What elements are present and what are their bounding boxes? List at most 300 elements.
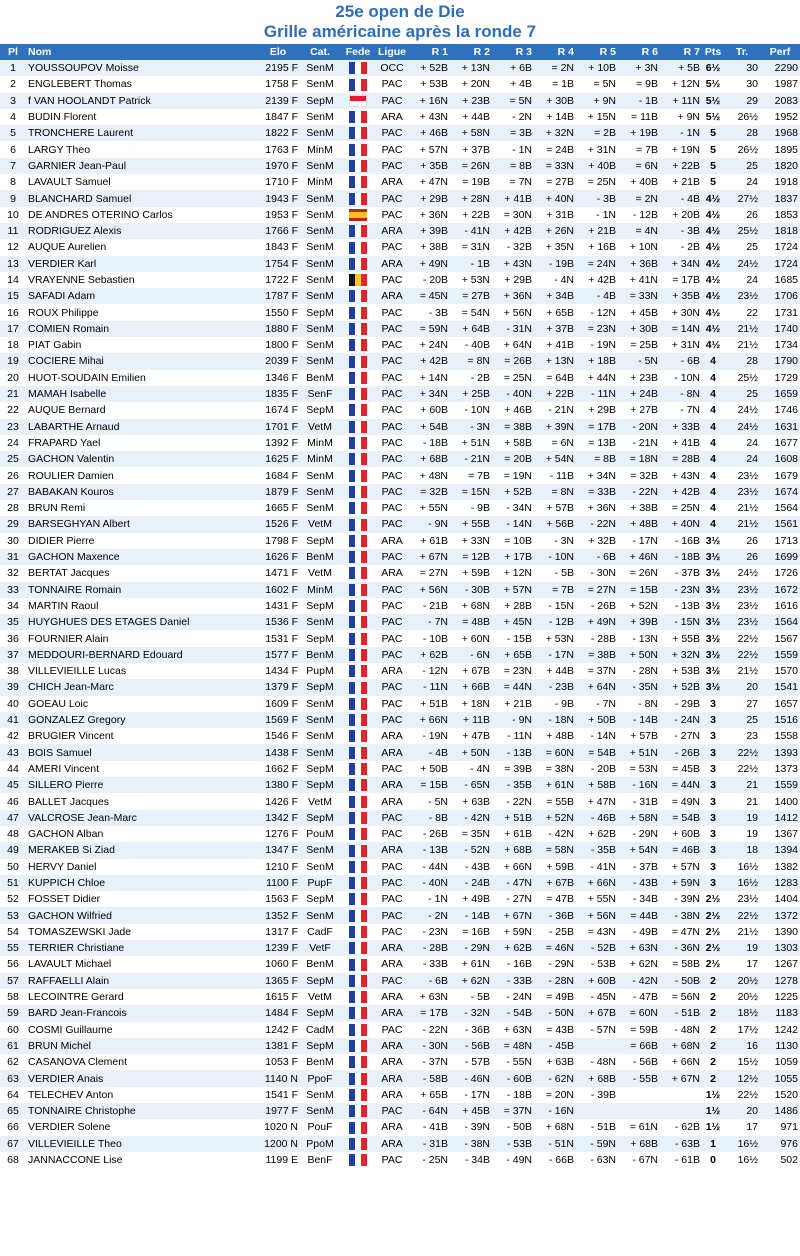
table-row [0,565,800,581]
cell-ligue: ARA [376,989,408,1005]
cell-r2: + 13N [450,60,492,76]
cell-pts: 2½ [702,891,724,907]
cell-cat: SenM [300,190,340,206]
cell-ligue: ARA [376,223,408,239]
cell-perf: 1724 [760,239,800,255]
cell-tr: 23½ [724,891,760,907]
cell-r7: - 24N [660,712,702,728]
flag-icon [349,323,367,335]
table-row [0,647,800,663]
cell-tr: 19 [724,826,760,842]
cell-perf: 1567 [760,630,800,646]
cell-r3: + 56N [492,304,534,320]
cell-r5: - 7N [576,696,618,712]
cell-r6: = 60N [618,1005,660,1021]
cell-perf: 1303 [760,940,800,956]
cell-ligue: PAC [376,272,408,288]
cell-name: BABAKAN Kouros [26,484,256,500]
cell-r7: - 26B [660,744,702,760]
cell-cat: SenM [300,1103,340,1119]
cell-r1: + 35B [408,158,450,174]
cell-tr: 16½ [724,859,760,875]
cell-r5: + 15N [576,109,618,125]
cell-r1: + 60B [408,402,450,418]
cell-fede [340,533,376,549]
cell-perf: 1731 [760,304,800,320]
cell-cat: SenM [300,1087,340,1103]
cell-pl: 49 [0,842,26,858]
cell-r4: = 47B [534,891,576,907]
cell-ligue: PAC [376,402,408,418]
cell-r6: - 56B [618,1054,660,1070]
cell-pts: 4½ [702,288,724,304]
cell-pl: 33 [0,582,26,598]
cell-cat: MinM [300,435,340,451]
cell-tr: 23½ [724,467,760,483]
cell-pl: 24 [0,435,26,451]
cell-ligue: PAC [376,125,408,141]
flag-icon [349,893,367,905]
cell-elo: 2139 F [256,93,300,109]
cell-r3: + 29B [492,272,534,288]
cell-r5: - 51B [576,1119,618,1135]
cell-name: GACHON Valentin [26,451,256,467]
cell-r1: - 20B [408,272,450,288]
cell-pl: 42 [0,728,26,744]
cell-r4: - 66B [534,1152,576,1168]
table-row [0,451,800,467]
cell-r6: + 40B [618,174,660,190]
cell-perf: 1608 [760,451,800,467]
cell-r4: = 20N [534,1087,576,1103]
cell-r7: - 61B [660,1152,702,1168]
cell-perf: 1706 [760,288,800,304]
cell-cat: SepM [300,679,340,695]
cell-r3: - 40N [492,386,534,402]
cell-perf: 1559 [760,647,800,663]
cell-name: DE ANDRES OTERINO Carlos [26,207,256,223]
cell-cat: SepM [300,304,340,320]
header-cat: Cat. [300,44,340,60]
cell-r5: + 42B [576,272,618,288]
flag-icon [349,290,367,302]
cell-r4: = 7B [534,582,576,598]
cell-r4: = 43B [534,1022,576,1038]
cell-elo: 1625 F [256,451,300,467]
flag-icon [349,388,367,400]
cell-perf: 1570 [760,663,800,679]
cell-ligue: PAC [376,810,408,826]
cell-r5: - 46B [576,810,618,826]
cell-r6: - 17N [618,533,660,549]
cell-fede [340,125,376,141]
cell-r3: - 18B [492,1087,534,1103]
cell-r5: = 33B [576,484,618,500]
cell-r5: + 40B [576,158,618,174]
cell-pl: 51 [0,875,26,891]
table-row [0,435,800,451]
cell-pl: 48 [0,826,26,842]
cell-r6: - 5N [618,353,660,369]
cell-name: LARGY Theo [26,141,256,157]
cell-r1: - 31B [408,1136,450,1152]
flag-icon [349,584,367,596]
cell-name: RODRIGUEZ Alexis [26,223,256,239]
cell-r3: - 14N [492,516,534,532]
cell-ligue: ARA [376,728,408,744]
cell-elo: 1943 F [256,190,300,206]
cell-pts: 3½ [702,679,724,695]
cell-r7: - 18B [660,549,702,565]
cell-r6: - 35N [618,679,660,695]
cell-elo: 1347 F [256,842,300,858]
header-ligue: Ligue [378,46,406,58]
cell-tr: 21 [724,793,760,809]
cell-r3: + 6B [492,60,534,76]
cell-r2: - 14B [450,907,492,923]
cell-r1: + 54B [408,419,450,435]
cell-r7: - 23N [660,582,702,598]
cell-elo: 1317 F [256,924,300,940]
cell-r2: - 40B [450,337,492,353]
cell-pts: 2½ [702,924,724,940]
cell-r6: + 57B [618,728,660,744]
cell-perf: 1267 [760,956,800,972]
cell-r7: - 51B [660,1005,702,1021]
cell-elo: 1365 F [256,973,300,989]
cell-elo: 1200 N [256,1136,300,1152]
cell-perf: 1729 [760,370,800,386]
flag-icon [349,1105,367,1117]
cell-r5: - 63N [576,1152,618,1168]
flag-icon [349,1073,367,1085]
cell-cat: SenM [300,500,340,516]
flag-icon [349,942,367,954]
cell-cat: MinM [300,451,340,467]
cell-cat: SenM [300,272,340,288]
cell-name: AMERI Vincent [26,761,256,777]
flag-icon [349,1122,367,1134]
cell-elo: 1531 F [256,630,300,646]
cell-r4: + 40N [534,190,576,206]
cell-pts: 3 [702,777,724,793]
cell-r7 [660,1103,702,1119]
cell-pl: 1 [0,60,26,76]
cell-r4: = 33N [534,158,576,174]
cell-ligue: PAC [376,190,408,206]
cell-r6: + 3N [618,60,660,76]
cell-r6: - 8N [618,696,660,712]
cell-r5: = 38B [576,647,618,663]
cell-cat: CadM [300,1022,340,1038]
cell-pts: 5 [702,141,724,157]
cell-r6: + 19B [618,125,660,141]
cell-elo: 1541 F [256,1087,300,1103]
cell-r5: - 39B [576,1087,618,1103]
cell-perf: 1283 [760,875,800,891]
cell-pts: 4 [702,419,724,435]
cell-tr: 18½ [724,1005,760,1021]
cell-r7: + 33B [660,419,702,435]
cell-tr: 28 [724,125,760,141]
cell-cat: VetM [300,516,340,532]
cell-r4: = 49B [534,989,576,1005]
cell-fede [340,1038,376,1054]
cell-r2: + 20N [450,76,492,92]
table-row [0,826,800,842]
cell-r1: + 61B [408,533,450,549]
cell-pts: 4½ [702,321,724,337]
cell-pl: 55 [0,940,26,956]
cell-perf: 1987 [760,76,800,92]
cell-name: BLANCHARD Samuel [26,190,256,206]
cell-fede [340,516,376,532]
table-row [0,875,800,891]
cell-r1: + 43N [408,109,450,125]
cell-r5: = 24N [576,256,618,272]
cell-name: VILLEVIEILLE Lucas [26,663,256,679]
cell-r3: = 7N [492,174,534,190]
cell-pts: 4 [702,370,724,386]
cell-elo: 1379 F [256,679,300,695]
cell-r7: + 19N [660,141,702,157]
flag-icon [349,1089,367,1101]
cell-r2: + 25B [450,386,492,402]
cell-r6: - 16N [618,777,660,793]
flag-icon [349,682,367,694]
cell-name: BARD Jean-Francois [26,1005,256,1021]
cell-r6 [618,1087,660,1103]
cell-r7: - 15N [660,614,702,630]
table-row [0,174,800,190]
cell-fede [340,728,376,744]
cell-r1: = 17B [408,1005,450,1021]
cell-r4: + 48B [534,728,576,744]
cell-r7: + 20B [660,207,702,223]
cell-fede [340,1005,376,1021]
cell-r2: - 36B [450,1022,492,1038]
cell-pl: 46 [0,793,26,809]
cell-r3: = 5N [492,93,534,109]
cell-r2: - 34B [450,1152,492,1168]
cell-r2: - 65N [450,777,492,793]
cell-fede [340,467,376,483]
cell-tr: 23½ [724,484,760,500]
cell-name: AUQUE Bernard [26,402,256,418]
cell-pl: 6 [0,141,26,157]
table-row [0,696,800,712]
cell-r2: + 11B [450,712,492,728]
cell-r6: - 28N [618,663,660,679]
cell-name: AUQUE Aurelien [26,239,256,255]
flag-icon [349,160,367,172]
cell-cat: MinM [300,174,340,190]
cell-r2: + 61N [450,956,492,972]
cell-cat: CadF [300,924,340,940]
cell-tr: 21½ [724,337,760,353]
cell-cat: VetM [300,419,340,435]
cell-pts: 4½ [702,337,724,353]
cell-r7: + 60B [660,826,702,842]
cell-pl: 65 [0,1103,26,1119]
cell-r1: = 15B [408,777,450,793]
cell-name: VERDIER Anais [26,1070,256,1086]
header-nom: Nom [26,44,256,60]
cell-r6: - 14B [618,712,660,728]
cell-perf: 1968 [760,125,800,141]
cell-r3: + 28B [492,598,534,614]
table-row [0,256,800,272]
cell-r7: + 11N [660,93,702,109]
table-row [0,907,800,923]
cell-r1: + 51B [408,696,450,712]
cell-name: TELECHEV Anton [26,1087,256,1103]
cell-fede [340,793,376,809]
cell-tr: 29 [724,93,760,109]
flag-icon [349,763,367,775]
cell-r1: - 22N [408,1022,450,1038]
cell-r6: + 27B [618,402,660,418]
table-row [0,370,800,386]
cell-r1: + 48N [408,467,450,483]
cell-ligue: PAC [376,826,408,842]
cell-r2: - 4N [450,761,492,777]
cell-r5: + 9N [576,93,618,109]
cell-r7: - 48N [660,1022,702,1038]
flag-icon [349,991,367,1003]
cell-r2: + 58N [450,125,492,141]
cell-tr: 24½ [724,402,760,418]
table-row [0,1119,800,1135]
cell-pts: 2 [702,1038,724,1054]
cell-perf: 1558 [760,728,800,744]
cell-elo: 1484 F [256,1005,300,1021]
cell-tr: 25 [724,239,760,255]
cell-r5: + 68B [576,1070,618,1086]
cell-r6: + 68B [618,1136,660,1152]
cell-name: GACHON Alban [26,826,256,842]
cell-name: LECOINTRE Gerard [26,989,256,1005]
flag-icon [349,372,367,384]
cell-tr: 21 [724,777,760,793]
flag-icon [349,470,367,482]
cell-perf: 1820 [760,158,800,174]
cell-r5: + 29B [576,402,618,418]
cell-r6: = 4N [618,223,660,239]
cell-r6: = 44B [618,907,660,923]
cell-r3: - 2N [492,109,534,125]
cell-name: BRUGIER Vincent [26,728,256,744]
cell-tr: 23½ [724,582,760,598]
cell-ligue: ARA [376,109,408,125]
cell-r2: = 12B [450,549,492,565]
cell-tr: 24½ [724,419,760,435]
cell-perf: 1372 [760,907,800,923]
cell-pl: 60 [0,1022,26,1038]
cell-tr: 24 [724,174,760,190]
cell-pl: 8 [0,174,26,190]
flag-icon [349,111,367,123]
cell-r1: - 33B [408,956,450,972]
cell-r6: - 22N [618,484,660,500]
cell-r6: - 1B [618,93,660,109]
cell-name: GOEAU Loic [26,696,256,712]
cell-pl: 45 [0,777,26,793]
cell-cat: SenM [300,223,340,239]
cell-r7: + 53B [660,663,702,679]
flag-icon [349,437,367,449]
table-row [0,630,800,646]
cell-r5: + 16B [576,239,618,255]
cell-r7: + 67N [660,1070,702,1086]
flag-icon [349,62,367,74]
cell-pts: 2 [702,1022,724,1038]
cell-r5: - 19N [576,337,618,353]
cell-r3: + 46B [492,402,534,418]
flag-icon [349,861,367,873]
cell-r1: - 30N [408,1038,450,1054]
cell-r6: + 38B [618,500,660,516]
cell-r1: - 13B [408,842,450,858]
cell-ligue: PAC [376,370,408,386]
cell-r3: - 32B [492,239,534,255]
cell-elo: 1060 F [256,956,300,972]
cell-elo: 1674 F [256,402,300,418]
cell-r5: + 31N [576,141,618,157]
header-pl: Pl [0,44,26,60]
cell-elo: 1880 F [256,321,300,337]
cell-fede [340,956,376,972]
cell-r6: - 12B [618,207,660,223]
cell-r3: = 23N [492,663,534,679]
cell-perf: 1674 [760,484,800,500]
cell-tr: 26 [724,549,760,565]
cell-perf: 1734 [760,337,800,353]
cell-cat: SenM [300,337,340,353]
cell-pl: 30 [0,533,26,549]
cell-elo: 1380 F [256,777,300,793]
cell-r7: - 7N [660,402,702,418]
cell-r3: - 34N [492,500,534,516]
header-elo: Elo [256,44,300,60]
cell-r5: - 26B [576,598,618,614]
cell-cat: MinM [300,582,340,598]
flag-icon [349,796,367,808]
cell-tr: 22½ [724,630,760,646]
cell-r1: + 38B [408,239,450,255]
cell-r7: + 43N [660,467,702,483]
cell-r3: = 39B [492,761,534,777]
cell-perf: 1130 [760,1038,800,1054]
cell-ligue: PAC [376,582,408,598]
cell-r7: + 40N [660,516,702,532]
cell-ligue: PAC [376,353,408,369]
cell-r2: - 52N [450,842,492,858]
cell-cat: PpoF [300,1070,340,1086]
cell-r6: = 18N [618,451,660,467]
cell-r6: + 10N [618,239,660,255]
table-row [0,940,800,956]
table-row [0,777,800,793]
cell-r7: = 47N [660,924,702,940]
cell-perf: 1059 [760,1054,800,1070]
cell-fede [340,272,376,288]
cell-cat: PouM [300,826,340,842]
cell-r1: + 24N [408,337,450,353]
cell-fede [340,304,376,320]
cell-r1: + 63N [408,989,450,1005]
cell-ligue: PAC [376,549,408,565]
